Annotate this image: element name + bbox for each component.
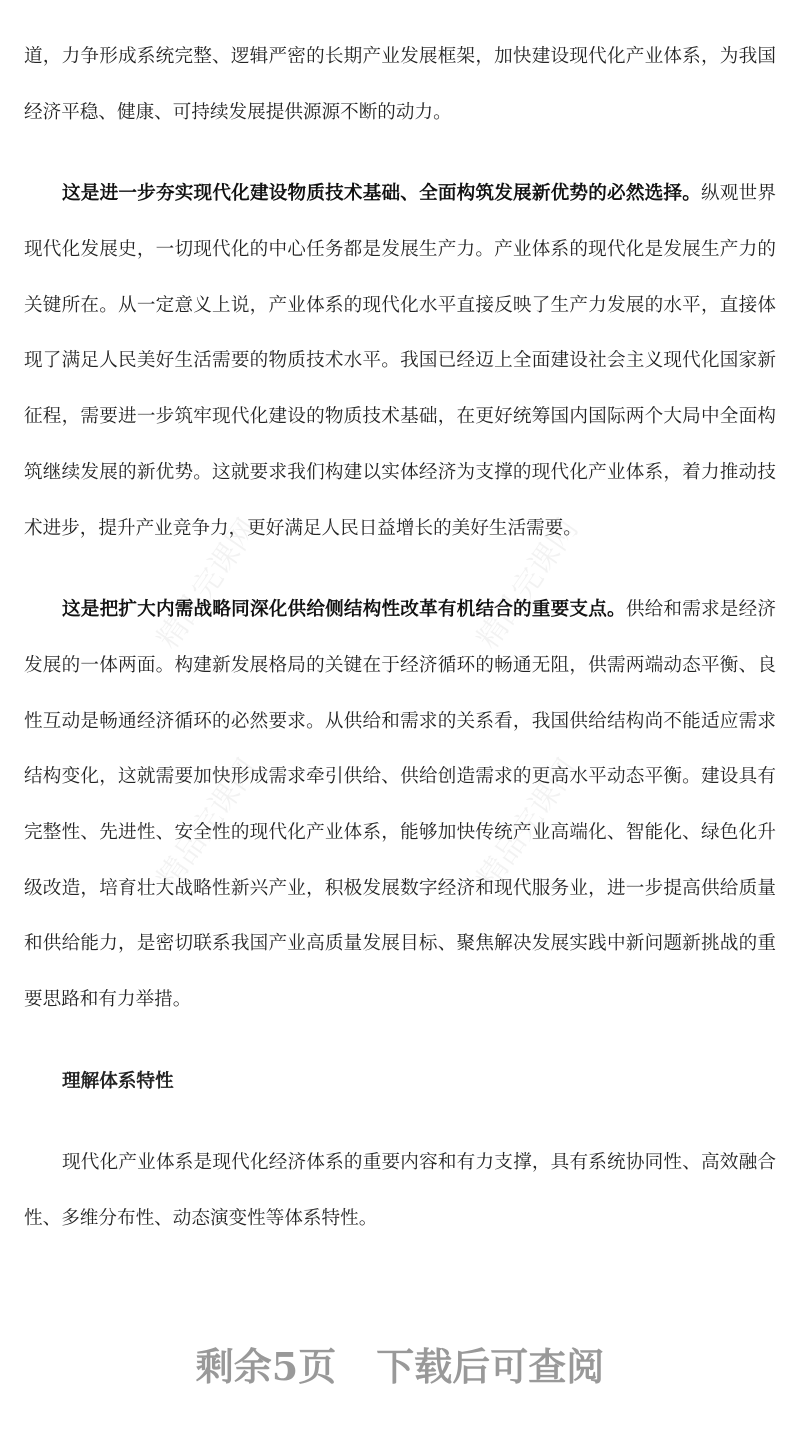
paragraph-2 [24, 166, 776, 556]
text-line: 结构变化，这就需要加快形成需求牵引供给、供给创造需求的更高水平动态平衡。建设具有 [24, 766, 776, 788]
text-line: 道，力争形成系统完整、逻辑严密的长期产业发展框架，加快建设现代化产业体系，为我国 [24, 46, 776, 67]
text-line: 筑继续发展的新优势。这就要求我们构建以实体经济为支撑的现代化产业体系，着力推动技 [24, 461, 776, 483]
text-line [24, 582, 776, 638]
text-line: 性互动是畅通经济循环的必然要求。从供给和需求的关系看，我国供给结构尚不能适应需求 [24, 710, 776, 732]
download-prompt[interactable] [0, 1336, 800, 1391]
watermark: 精品完课网 [470, 512, 586, 656]
text-line: 现代化发展史，一切现代化的中心任务都是发展生产力。产业体系的现代化是发展生产力的 [24, 239, 776, 261]
paragraph-3 [24, 582, 776, 1028]
watermark: 精品完课网 [150, 752, 266, 896]
text-line: 和供给能力，是密切联系我国产业高质量发展目标、聚焦解决发展实践中新问题新挑战的重 [24, 933, 776, 955]
watermark: 精品完课网 [470, 752, 586, 896]
text-line: 发展的一体两面。构建新发展格局的关键在于经济循环的畅通无阻，供需两端动态平衡、良 [24, 654, 776, 676]
text-line: 关键所在。从一定意义上说，产业体系的现代化水平直接反映了生产力发展的水平，直接体 [24, 294, 776, 316]
text-line: 经济平稳、健康、可持续发展提供源源不断的动力。 [24, 101, 452, 123]
paragraph-1 [24, 29, 776, 140]
text-line: 级改造，培育壮大战略性新兴产业，积极发展数字经济和现代服务业，进一步提高供给质量 [24, 877, 776, 899]
document-body [24, 29, 776, 1273]
watermark: 精品完课网 [150, 512, 266, 656]
bold-lead-sentence: 这是进一步夯实现代化建设物质技术基础、全面构筑发展新优势的必然选择。 [62, 183, 701, 205]
text-line: 现了满足人民美好生活需要的物质技术水平。我国已经迈上全面建设社会主义现代化国家新 [24, 350, 776, 372]
text-line: 现代化产业体系是现代化经济体系的重要内容和有力支撑，具有系统协同性、高效融合 [62, 1152, 776, 1174]
text-line: 征程，需要进一步筑牢现代化建设的物质技术基础，在更好统筹国内国际两个大局中全面构 [24, 406, 776, 428]
text-line: 术进步，提升产业竞争力，更好满足人民日益增长的美好生活需要。 [24, 517, 582, 539]
text-line: 性、多维分布性、动态演变性等体系特性。 [24, 1208, 378, 1230]
text-line [24, 166, 776, 222]
text-span: 供给和需求是经济 [625, 599, 776, 621]
section-heading: 理解体系特性 [62, 1070, 174, 1092]
text-line: 完整性、先进性、安全性的现代化产业体系，能够加快传统产业高端化、智能化、绿色化升 [24, 821, 776, 843]
download-to-view-label[interactable]: 下载后可查阅 [376, 1344, 605, 1389]
bold-lead-sentence: 这是把扩大内需战略同深化供给侧结构性改革有机结合的重要支点。 [62, 599, 626, 621]
paragraph-4 [24, 1135, 776, 1246]
text-span: 纵观世界 [701, 183, 776, 205]
remaining-pages-label: 剩余5页 [195, 1344, 337, 1389]
text-line: 要思路和有力举措。 [24, 989, 192, 1010]
